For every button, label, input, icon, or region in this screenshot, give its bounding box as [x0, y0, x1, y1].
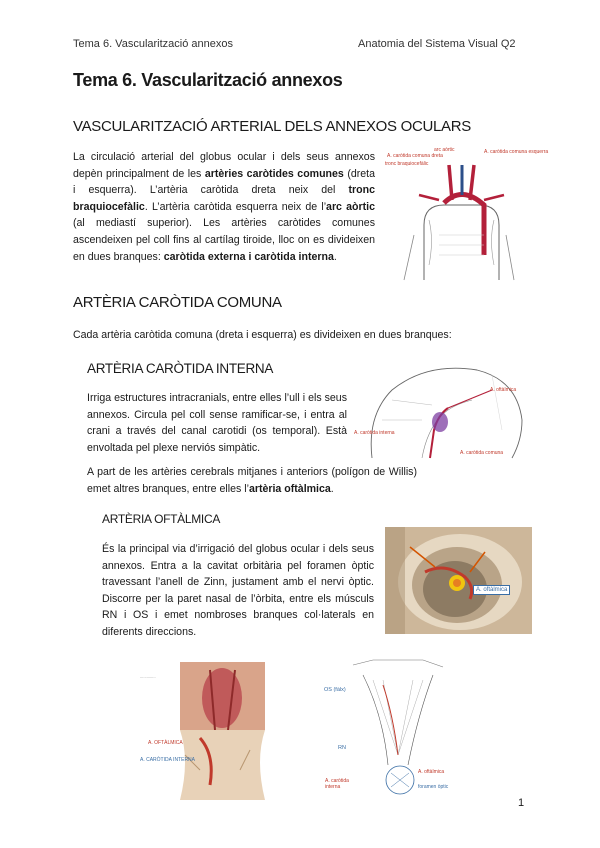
fig4-label-carotida-interna: A. CARÒTIDA INTERNA	[140, 757, 196, 763]
fig2-label-oftalmica: A. oftàlmica	[490, 387, 517, 393]
head-carotid-illustration	[352, 360, 532, 458]
figure-orbita-superior: .............. A. OFTÀLMICA A. CARÒTIDA INTERNA	[140, 660, 305, 800]
page-title: Tema 6. Vascularització annexos	[73, 70, 343, 90]
figure-carotida-interna	[352, 360, 532, 458]
fig5-label-oftalmica: A. oftàlmica	[418, 769, 445, 775]
figure-orbita-esquema	[323, 655, 473, 803]
fig5-label-foramen: foramen òptic	[418, 784, 449, 790]
fig1-label-tronc: tronc braquiocefàlic	[385, 161, 429, 167]
header-left: Tema 6. Vascularització annexos	[73, 38, 233, 50]
fig1-label-carotida-esquerra: A. caròtida comuna esquerra	[484, 149, 549, 155]
fig5-label-os: OS (fàlx)	[324, 687, 346, 693]
section-heading-carotida-interna: ARTÈRIA CARÒTIDA INTERNA	[87, 361, 274, 376]
fig1-label-arc: arc aòrtic	[434, 147, 455, 153]
header-right: Anatomia del Sistema Visual Q2	[358, 38, 516, 50]
section-heading-vascularitzacio: VASCULARITZACIÓ ARTERIAL DELS ANNEXOS OCULARS	[73, 118, 472, 135]
fig4-label-oftalmica: A. OFTÀLMICA	[148, 740, 183, 746]
section-heading-carotida-comuna: ARTÈRIA CARÒTIDA COMUNA	[73, 294, 282, 311]
orbit-photo-illustration	[385, 527, 532, 634]
paragraph-poligon-willis: A part de les artèries cerebrals mitjanes i anteriors (polígon de Willis) emet altres branques, entre elles l’artèria oftàlmica.	[87, 466, 417, 495]
orbit-superior-illustration	[140, 660, 305, 800]
fig5-label-carotida-interna: A. caròtida interna	[325, 778, 349, 790]
figure-arc-aortic	[384, 145, 549, 285]
section-heading-oftalmica: ARTÈRIA OFTÀLMICA	[102, 512, 221, 526]
fig1-label-carotida-dreta: A. caròtida comuna dreta	[387, 153, 443, 159]
paragraph-circulacio: La circulació arterial del globus ocular i dels seus annexos depèn principalment de les artèries caròtides comunes (dreta i esquerra). L’artèria caròtida dreta neix del tronc braquiocefàlic. L’artèria caròtida esquerra neix de l’arc aòrtic (al mediastí superior). Les artèries caròtides comunes ascendeixen pel coll fins al cartílag tiroide, lloc on es divideixen en dues branques: caròtida externa i caròtida interna.	[73, 151, 376, 263]
paragraph-oftalmica: És la principal via d’irrigació del globus ocular i dels seus annexos. Entra a la cavitat orbitària pel foramen òptic travessant l’anell de Zinn, justament amb el nervi òptic. Discorre per la paret nasal de l’òrbita, entre els músculs RN i OS i emet nombroses branques col·laterals en diferents direccions.	[102, 543, 374, 638]
page-number: 1	[518, 797, 525, 809]
fig2-label-carotida-comuna: A. caròtida comuna	[460, 450, 504, 456]
fig3-label-oftalmica: A. oftàlmica	[473, 585, 510, 595]
fig2-label-carotida-interna: A. caròtida interna	[354, 430, 395, 436]
figure-orbita	[385, 527, 532, 634]
fig5-label-rn: RN	[338, 745, 346, 751]
paragraph-carotida-comuna: Cada artèria caròtida comuna (dreta i esquerra) es divideixen en dues branques:	[73, 329, 452, 341]
paragraph-carotida-interna: Irriga estructures intracranials, entre elles l’ull i els seus annexos. Circula pel coll sense ramificar-se, i entra al crani a través del canal carotidi (os temporal). Està envoltada pel plexe nerviós simpàtic.	[87, 392, 347, 454]
